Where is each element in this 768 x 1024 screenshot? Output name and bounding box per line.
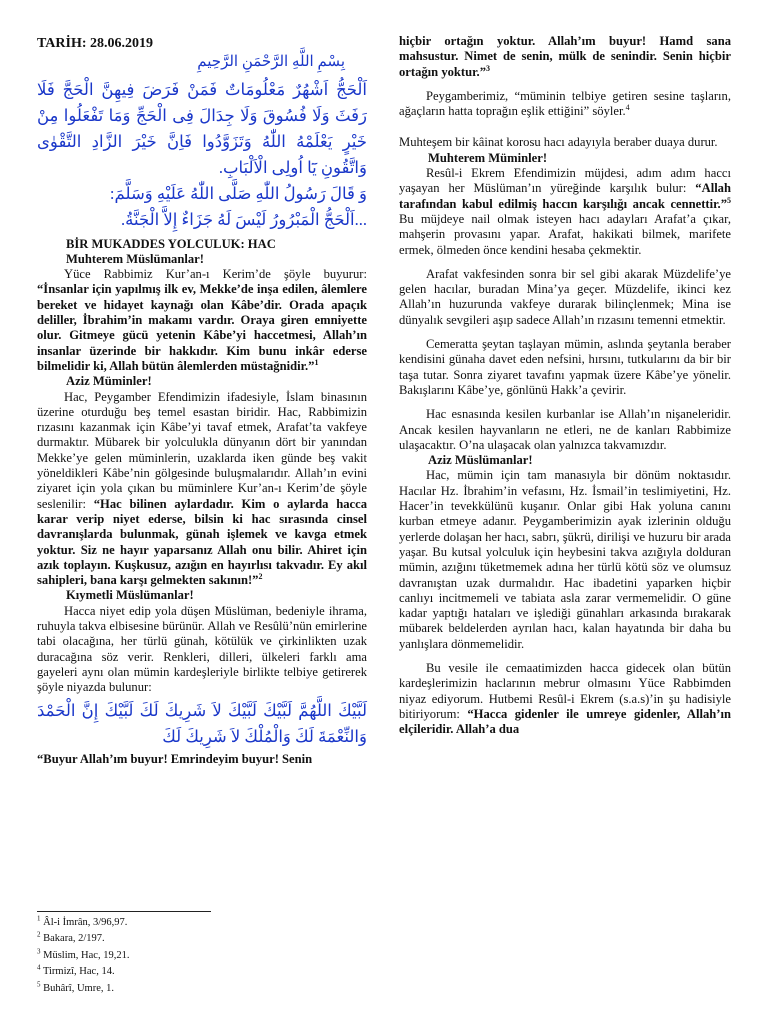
heading-kiymetli-muslumanlar: Kıymetli Müslümanlar! xyxy=(66,588,194,603)
sermon-title: BİR MUKADDES YOLCULUK: HAC xyxy=(66,236,276,251)
footnote-divider xyxy=(37,911,211,912)
footnote-item: $^1$ Âl-i İmrân, 3/96,97. xyxy=(37,914,128,928)
left-column xyxy=(37,30,367,767)
paragraph: Hac, mümin için tam manasıyla bir dönüm noktasıdır. Hacılar Hz. İbrahim’in vefasını, Hz. İsmail’in teslimiyetini, Hz. Hacer’in tevekkülünü kuşanır. Onlar gibi Hak yoluna canını kurban etmeye adanır. Peygamberimizin ayak izlerinin olduğu yerlerde dolaşan her hacı, sabrı, şükrü, dirilişi ve huzuru bir arada yaşar. Bu kutsal yolculuk için heybesini takva azığıyla dolduran mümin, azığını tüketmemek adına her türlü kötü söz ve olumsuz davranıştan uzak durmalıdır. Hac ibadetini yaparken hiçbir canlıyı incitmemeli ve tabiata asla zarar vermemelidir. O güne kadar yaptığı hataları ve işlediği günahları arkasında bırakarak mübarek beldelerden ayrılan hacı, kalan hayatında bir daha bu yanlışlara dönmemelidir. xyxy=(399,468,731,651)
paragraph: Hac esnasında kesilen kurbanlar ise Allah’ın nişaneleridir. Ancak kesilen hayvanların ne etleri, ne de kanları Rabbimize ulaşacaktır. O’na ulaşacak olan yalnızca takvamızdır. xyxy=(399,407,731,452)
paragraph: Bu vesile ile cemaatimizden hacca gidecek olan bütün kardeşlerimizin haclarının mebrur olmasını Yüce Rabbimden niyaz ediyorum. Hutbemi Resûl-i Ekrem (s.a.s)’in şu hadisiyle bitiriyorum: “Hacca gidenler ile umreye gidenler, Allah’ın elçileridir. Allah’a dua xyxy=(399,660,731,737)
footnote-item: $^3$ Müslim, Hac, 19,21. xyxy=(37,947,130,961)
basmala-text: بِسْمِ اللَّهِ الرَّحْمَنِ الرَّحِيمِ xyxy=(197,54,345,71)
paragraph: Peygamberimiz, “müminin telbiye getiren sesine taşların, ağaçların hatta toprağın eşlik ettiğini” söyler.$^4$ xyxy=(399,88,731,119)
heading-aziz-muslumanlar: Aziz Müslümanlar! xyxy=(428,453,533,468)
paragraph: Hacca niyet edip yola düşen Müslüman, bedeniyle ihrama, ruhuyla takva elbisesine bürünür. Allah ve Resûlü’nün emirlerine tabi olacağına, her türlü günah, kötülük ve çirkinlikten uzak duracağına söz verir. Renkleri, dilleri, ülkeleri farklı ama gayeleri aynı olan mümin kardeşleriyle birlikte telbiye getirerek şöyle niyazda bulunur: xyxy=(37,603,367,695)
paragraph: Yüce Rabbimiz Kur’an-ı Kerim’de şöyle buyurur: “İnsanlar için yapılmış ilk ev, Mekke’de inşa edilen, âlemlere bereket ve hidayet kaynağı olan Kâbe’dir. Orada apaçık deliller, İbrahim’in makamı vardır. Oraya giren emniyette olur. Gitmeye gücü yetenin Kâbe’yi haccetmesi, Allah’ın insanlar üzerinde bir hakkıdır. Kim bunu inkâr ederse bilmelidir ki, Allah bütün âlemlerden müstağnidir.”$^1$ xyxy=(37,267,367,373)
paragraph: Arafat vakfesinden sonra bir sel gibi akarak Müzdelife’ye gelen hacılar, buradan Mina’ya geçer. Müzdelife, ikinci kez Allah’ın huzurunda vakfeye durarak bilinçlenmek; Mina ise dünyalık sevgileri aşıp sadece Allah’ın rızasını temenni etmektir. xyxy=(399,266,731,327)
arabic-hadith: ...اَلْحَجُّ الْمَبْرُورُ لَيْسَ لَهُ جَزَاءٌ إِلاَّ الْجَنَّةُ. xyxy=(121,209,367,229)
footnotes xyxy=(37,915,367,997)
heading-muhterem-müminler: Muhterem Müminler! xyxy=(428,150,548,165)
paragraph: Muhteşem bir kâinat korosu hacı adayıyla beraber duaya durur. xyxy=(399,135,718,150)
arabic-talbiyah: لَبَّيْكَ اللَّهُمَّ لَبَّيْكَ لَبَّيْكَ لاَ شَرِيكَ لَكَ لَبَّيْكَ إِنَّ الْحَمْدَ وَالنِّعْمَةَ لَكَ وَالْمُلْكَ لاَ شَرِيكَ لَكَ xyxy=(37,700,367,746)
footnote-item: $^2$ Bakara, 2/197. xyxy=(37,930,105,945)
right-column xyxy=(399,34,731,737)
arabic-verse: اَلْحَجُّ اَشْهُرٌ مَعْلُومَاتٌ فَمَنْ فَرَضَ فِيهِنَّ الْحَجَّ فَلَا رَفَثَ وَلَا فُسُوقَ وَلَا جِدَالَ فِى الْحَجِّ وَمَا تَفْعَلُوا مِنْ خَيْرٍ يَعْلَمْهُ اللّٰهُ وَتَزَوَّدُوا فَاِنَّ خَيْرَ الزَّادِ التَّقْوٰى وَاتَّقُونِ يَٓا اُولِى الْاَلْبَابِ. xyxy=(37,79,367,177)
footnote-item: $^5$ Buhârî, Umre, 1. xyxy=(37,980,114,994)
heading-aziz-müminler: Aziz Müminler! xyxy=(66,374,152,389)
footnote-item: $^4$ Tirmizî, Hac, 14. xyxy=(37,963,115,978)
date-label: TARİH: 28.06.2019 xyxy=(37,36,154,51)
paragraph: hiçbir ortağın yoktur. Allah’ım buyur! Hamd sana mahsustur. Nimet de senin, mülk de senindir. Senin hiçbir ortağın yoktur.”$^3$ xyxy=(399,34,731,79)
paragraph: Cemeratta şeytan taşlayan mümin, aslında şeytanla beraber kendisini günaha davet eden nefsini, hırsını, tutkularını da bir bir taşa tutar. Sonra ziyaret tavafını yapmak üzere Kâbe’ye yönelir. Bakışlarını Kâbe’ye, gönlünü Hakk’a çevirir. xyxy=(399,337,731,397)
heading-muhterem-muslumanlar: Muhterem Müslümanlar! xyxy=(66,251,204,266)
paragraph: “Buyur Allah’ım buyur! Emrindeyim buyur! Senin xyxy=(37,751,313,766)
paragraph: Resûl-i Ekrem Efendimizin müjdesi, adım adım haccı yaşayan her Müslüman’ın yüreğinde karşılık bulur: “Allah tarafından kabul edilmiş haccın karşılığı ancak cennettir.”$^5$ Bu müjdeye nail olmak isteyen hacı adayları Arafat’a çıkar, mahşerin provasını yapar. Arafat, hakikati bilmek, marifete ermek, ölmeden önce kendini hesaba çekmektir. xyxy=(399,166,731,257)
paragraph: Hac, Peygamber Efendimizin ifadesiyle, İslam binasının üzerine oturduğu beş temel esastan biridir. Hac, Rabbimizin rızasını kazanmak için Kâbe’yi tavaf etmek, Arafat’ta vakfeye durmaktır. Mübarek bir yolculukla dünyanın dört bir yanından Mekke’ye gelen müminlerin, uzaklarda iken günde beş vakit yöneldikleri Kâbe’nin gölgesinde buluşmalarıdır. Allah’ın evini ziyaret için yola çıkan bu müminlere Kur’an-ı Kerim’de şöyle seslenilir: “Hac bilinen aylardadır. Kim o aylarda hacca karar verip niyet ederse, bilsin ki hac sırasında cinsel davranışlarda bulunmak, günah işlemek ve kavga etmek yoktur. Siz ne hayır yaparsanız Allah onu bilir. Ahiret için azık toplayın. Kuşkusuz, azığın en hayırlısı takvadır. Ey akıl sahipleri, bana karşı gelmekten sakının!”$^2$ xyxy=(37,389,367,588)
arabic-hadith-intro: وَ قَالَ رَسُولُ اللّٰهِ صَلَّى اللّٰهُ عَلَيْهِ وَسَلَّمَ: xyxy=(109,183,367,203)
